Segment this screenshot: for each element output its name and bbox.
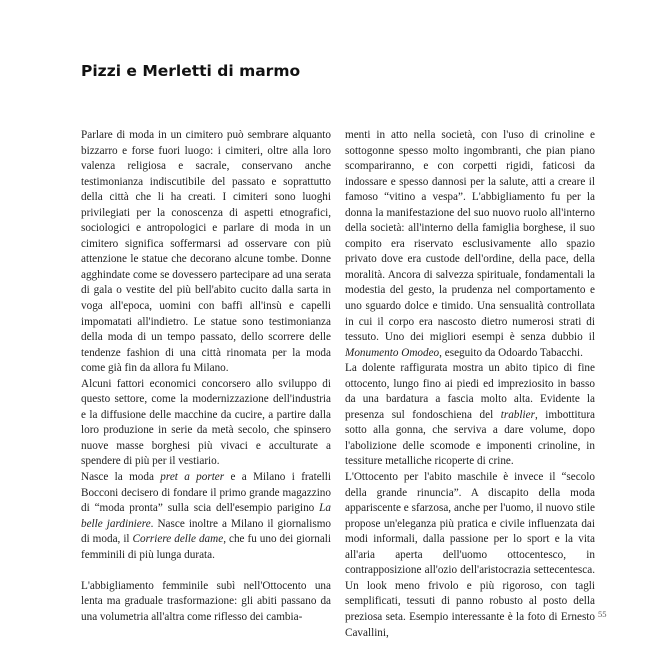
paragraph-bocconi-journalism <box>81 470 331 563</box>
text-run: . Nasce inoltre a Milano il giornalismo di moda, il <box>81 517 332 546</box>
paragraph-crinolines <box>345 128 595 361</box>
text-run: , eseguito da Odoardo Tabacchi. <box>439 346 583 359</box>
text-run: La dolente raffigurata mostra un abito tipico di fine ottocento, lungo fino ai piedi ed impreziosito in basso da una bardatura a fascia molto alta. Evidente la presenza sul fondoschiena del <box>345 362 595 421</box>
text-run: menti in atto nella società, con l'uso di crinoline e sottogonne spesso molto ingombranti, che pian piano scompariranno, e con corpetti rigidi, faticosi da indossare e spesso dannosi per la salute, atti a creare il famoso “vitino a vespa”. L'abbigliamento fu per la donna la manifestazione del suo nuovo ruolo all'interno della società: all'interno della famiglia borghese, il suo compito era riservato esclusivamente allo spazio privato dove era custode dell'ordine, della pace, della moralità. Ancora di salvezza spirituale, fondamentali la modestia del gesto, la prudenza nel comportamento e uno sguardo dolce e timido. Una sensualità controllata in cui il corpo era nascosto dietro numerosi strati di tessuto. Uno dei migliori esempi è senza dubbio il <box>345 129 595 344</box>
text-column-right <box>345 128 595 641</box>
text-run: , che fu uno dei giornali femminili di più lunga durata. <box>81 533 331 561</box>
italic-term-corriere-delle-dame: Corriere delle dame <box>132 533 224 546</box>
italic-term-la-belle-jardiniere: La belle jardiniere <box>81 502 331 530</box>
italic-term-pret-a-porter: pret a porter <box>160 471 225 484</box>
text-run: Nasce la moda <box>81 471 161 484</box>
page-title: Pizzi e Merletti di marmo <box>81 62 301 80</box>
text-run: , imbottitura sotto alla gonna, che serviva a dare volume, dopo l'abolizione delle scomode e imponenti crinoline, in tessiture metalliche ricoperte di crine. <box>345 408 596 468</box>
text-run: e a Milano i fratelli Bocconi decisero di fondare il primo grande magazzino di “moda pronta” sulla scia dell'esempio parigino <box>81 471 332 515</box>
text-column-left <box>81 128 331 625</box>
page-number: 55 <box>598 609 607 619</box>
italic-term-monumento-omodeo: Monumento Omodeo <box>345 346 440 359</box>
paragraph-female-clothing: L'abbigliamento femminile subì nell'Ottocento una lenta ma graduale trasformazione: gli abiti passano da una volumetria all'altra come riflesso dei cambia- <box>81 579 331 623</box>
paragraph-cemetery-fashion: Parlare di moda in un cimitero può sembrare alquanto bizzarro e forse fuori luogo: i cimiteri, oltre alla loro valenza religiosa e sacrale, conservano anche testimonianza indiscutibile del passato e soprattutto della città che li ha creati. I cimiteri sono luoghi privilegiati per la conoscenza di aspetti etnografici, sociologici e antropologici e parlare di moda in un cimitero significa soffermarsi ad osservare con più attenzione le statue che decorano alcune tombe. Donne agghindate come se dovessero partecipare ad una serata di gala o vestite del più bell'abito cucito dalla sarta in voga all'epoca, uomini con baffi all'insù e capelli impomatati all'indietro. Le statue sono testimonianza della moda di un tempo passato, dello scorrere delle tendenze fashion di una città rinomata per la moda come già fin da allora fu Milano. <box>81 129 331 375</box>
paragraph-economic-factors: Alcuni fattori economici concorsero allo sviluppo di questo settore, come la modernizzazione dell'industria e la diffusione delle macchine da cucire, a partire dalla loro produzione in serie da metà secolo, che spinsero nuove masse borghesi più vivaci e acculturate a spendere di più per il vestiario. <box>81 377 331 468</box>
paragraph-dolente-statue <box>345 361 595 470</box>
paragraph-male-clothing: L'Ottocento per l'abito maschile è invece il “secolo della grande rinuncia”. A discapito della moda appariscente e sfarzosa, anche per l'uomo, il nuovo stile propose un'eleganza più pratica e civile influenzata dai modi informali, dalla passione per lo sport e la vita all'aria aperta dell'uomo ottocentesco, in contrapposizione all'ozio dell'aristocrazia settecentesca. Un look meno frivolo e più rigoroso, con tagli semplificati, tessuti di panno robusto al posto della preziosa seta. Esempio interessante è la foto di Ernesto Cavallini, <box>345 471 595 639</box>
italic-term-trablier: trablier <box>500 408 535 421</box>
